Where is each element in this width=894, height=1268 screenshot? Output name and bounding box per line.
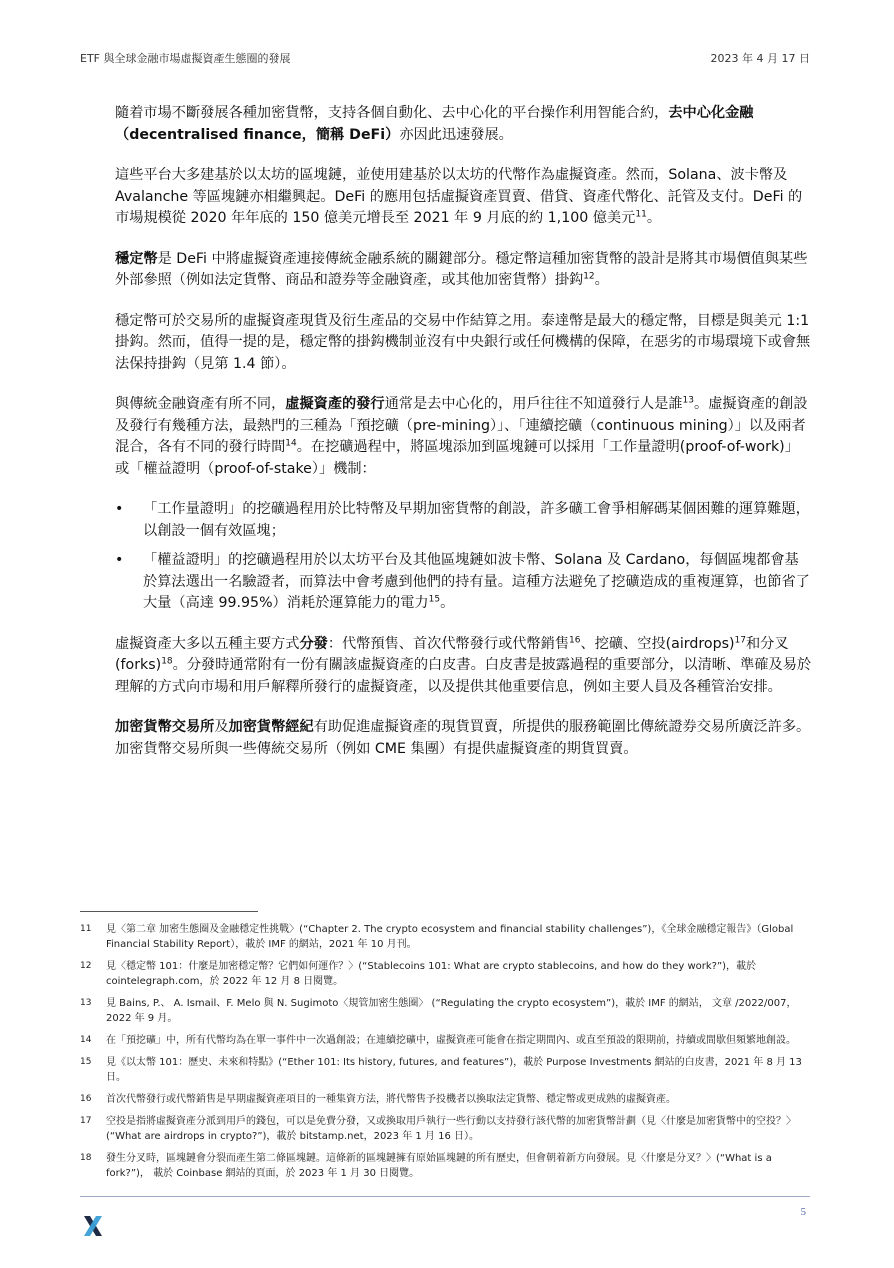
header-title: ETF 與全球金融市場虛擬資產生態圈的發展	[80, 52, 291, 65]
term-stablecoin: 穩定幣	[115, 250, 158, 267]
footnote-ref-16[interactable]: 16	[569, 634, 581, 645]
footnote-ref-15[interactable]: 15	[428, 594, 441, 605]
paragraph-settlement: 穩定幣可於交易所的虛擬資產現貨及衍生產品的交易中作結算之用。泰達幣是最大的穩定幣，目標是與美元 1:1 掛鈎。然而，值得一提的是，穩定幣的掛鈎機制並沒有中央銀行或任何機構的保障，在惡劣的市場環境下或會無法保持掛鈎（見第 1.4 節）。	[115, 312, 811, 372]
page-number: 5	[800, 1206, 806, 1218]
footnote-ref-11[interactable]: 11	[635, 209, 647, 220]
bullet-list	[115, 499, 812, 615]
paragraph-exchanges: 加密貨幣交易所及加密貨幣經紀有助促進虛擬資產的現貨買賣，所提供的服務範圍比傳統證券交易所廣泛許多。加密貨幣交易所與一些傳統交易所（例如 CME 集團）有提供虛擬資產的期貨買賣。	[115, 719, 811, 757]
header-date: 2023 年 4 月 17 日	[710, 52, 810, 65]
term-defi: 去中心化金融（decentralised finance，簡稱 DeFi）	[115, 105, 754, 143]
term-crypto-broker: 加密貨幣經紀	[228, 719, 314, 735]
hkex-x-logo-icon	[80, 1213, 106, 1239]
footnote-12: 12 見〈穩定幣 101：什麼是加密穩定幣？它們如何運作？〉(“Stablecoins 101: What are crypto stablecoins, and how do they work?”)，載於 cointelegraph.com，於 2022 年 12 月 8 日閱覽。	[80, 961, 757, 987]
list-item: • 「權益證明」的挖礦過程用於以太坊平台及其他區塊鏈如波卡幣、Solana 及 Cardano，每個區塊都會基於算法選出一名驗證者，而算法中會考慮到他們的持有量。這種方法避免了挖礦造成的重複運算，也節省了大量（高達 99.95%）消耗於運算能力的電力$^{15}$。	[115, 552, 810, 611]
footnote-ref-18[interactable]: 18	[161, 656, 173, 667]
term-distribution: 分發	[299, 635, 328, 652]
paragraph-stablecoin: 穩定幣是 DeFi 中將虛擬資產連接傳統金融系統的關鍵部分。穩定幣這種加密貨幣的設計是將其市場價值與某些外部參照（例如法定貨幣、商品和證券等金融資產，或其他加密貨幣）掛鈎$^{12}$。	[115, 250, 808, 288]
bullet-icon: •	[115, 501, 124, 517]
paragraph-defi: 隨着市場不斷發展各種加密貨幣，支持各個自動化、去中心化的平台操作利用智能合約，去中心化金融（decentralised finance，簡稱 DeFi）亦因此迅速發展。	[115, 105, 754, 143]
footer-divider	[80, 1196, 810, 1197]
footnote-ref-13[interactable]: 13	[682, 395, 694, 406]
footnote-13: 13 見 Bains, P.、 A. Ismail、F. Melo 與 N. Sugimoto〈規管加密生態圈〉 (“Regulating the crypto ecosystem”)，載於 IMF 的網站， 文章 /2022/007，2022 年 9 月。	[80, 998, 797, 1024]
paragraph-platforms: 這些平台大多建基於以太坊的區塊鏈，並使用建基於以太坊的代幣作為虛擬資產。然而，Solana、波卡幣及 Avalanche 等區塊鏈亦相繼興起。DeFi 的應用包括虛擬資產買賣、借貸、資產代幣化、託管及支付。DeFi 的市場規模從 2020 年年底的 150 億美元增長至 2021 年 9 月底的約 1,100 億美元$^{11}$。	[115, 167, 803, 226]
footnotes	[80, 922, 812, 1188]
paragraph-issuance: 與傳統金融資產有所不同，虛擬資產的發行通常是去中心化的，用戶往往不知道發行人是誰$^{13}$。虛擬資產的創設及發行有幾種方法，最熱門的三種為「預挖礦（pre-mining）」、「連續挖礦（continuous mining）」以及兩者混合，各有不同的發行時間$^{14}$。在挖礦過程中，將區塊添加到區塊鏈可以採用「工作量證明(proof-of-work)」或「權益證明（proof-of-stake）」機制：	[115, 395, 808, 477]
paragraph-distribution: 虛擬資產大多以五種主要方式分發：代幣預售、首次代幣發行或代幣銷售$^{16}$、挖礦、空投(airdrops)$^{17}$和分叉(forks)$^{18}$。分發時通常附有一份有關該虛擬資產的白皮書。白皮書是披露過程的重要部分，以清晰、準確及易於理解的方式向市場和用戶解釋所發行的虛擬資產，以及提供其他重要信息，例如主要人員及各種管治安排。	[115, 634, 812, 695]
footnote-18: 18 發生分叉時，區塊鏈會分裂而產生第二條區塊鏈。這條新的區塊鏈擁有原始區塊鏈的所有歷史，但會朝着新方向發展。見〈什麼是分叉？〉(“What is a fork?”)， 載於 Coinbase 網站的頁面，於 2023 年 1 月 30 日閱覽。	[80, 1153, 772, 1179]
footnote-ref-14[interactable]: 14	[285, 438, 297, 449]
footnote-11: 11 見〈第二章 加密生態圈及金融穩定性挑戰〉(“Chapter 2. The crypto ecosystem and financial stability challenges”)，《全球金融穩定報告》（Global Financial Stability Report），載於 IMF 的網站，2021 年 10 月刊。	[80, 924, 794, 950]
footnote-ref-17[interactable]: 17	[734, 634, 746, 645]
footnote-14: 14 在「預挖礦」中，所有代幣均為在單一事件中一次過創設；在連續挖礦中，虛擬資產可能會在指定期間內、或直至預設的限期前，持續或間歇但頻繁地創設。	[80, 1035, 796, 1046]
list-item: • 「工作量證明」的挖礦過程用於比特幣及早期加密貨幣的創設，許多礦工會爭相解碼某個困難的運算難題，以創設一個有效區塊；	[115, 501, 810, 539]
term-crypto-exchange: 加密貨幣交易所	[115, 719, 215, 735]
footnote-15: 15 見《以太幣 101：歷史、未來和特點》(“Ether 101: Its history, futures, and features”)，載於 Purpose Investments 網站的白皮書，2021 年 8 月 13 日。	[80, 1057, 802, 1083]
page-header	[80, 50, 810, 68]
term-issuance: 虛擬資產的發行	[285, 396, 385, 412]
bullet-icon: •	[115, 552, 124, 568]
footnote-divider	[80, 911, 258, 912]
footnote-ref-12[interactable]: 12	[583, 271, 595, 282]
footnote-16: 16 首次代幣發行或代幣銷售是早期虛擬資產項目的一種集資方法，將代幣售予投機者以換取法定貨幣、穩定幣或更成熟的虛擬資產。	[80, 1094, 676, 1105]
main-body	[115, 103, 812, 779]
footnote-17: 17 空投是指將虛擬資產分派到用戶的錢包，可以是免費分發，又或換取用戶執行一些行動以支持發行該代幣的加密貨幣計劃（見〈什麼是加密貨幣中的空投？〉(“What are airdrops in crypto?”)，載於 bitstamp.net，2023 年 1 月 16 日）。	[80, 1116, 796, 1142]
